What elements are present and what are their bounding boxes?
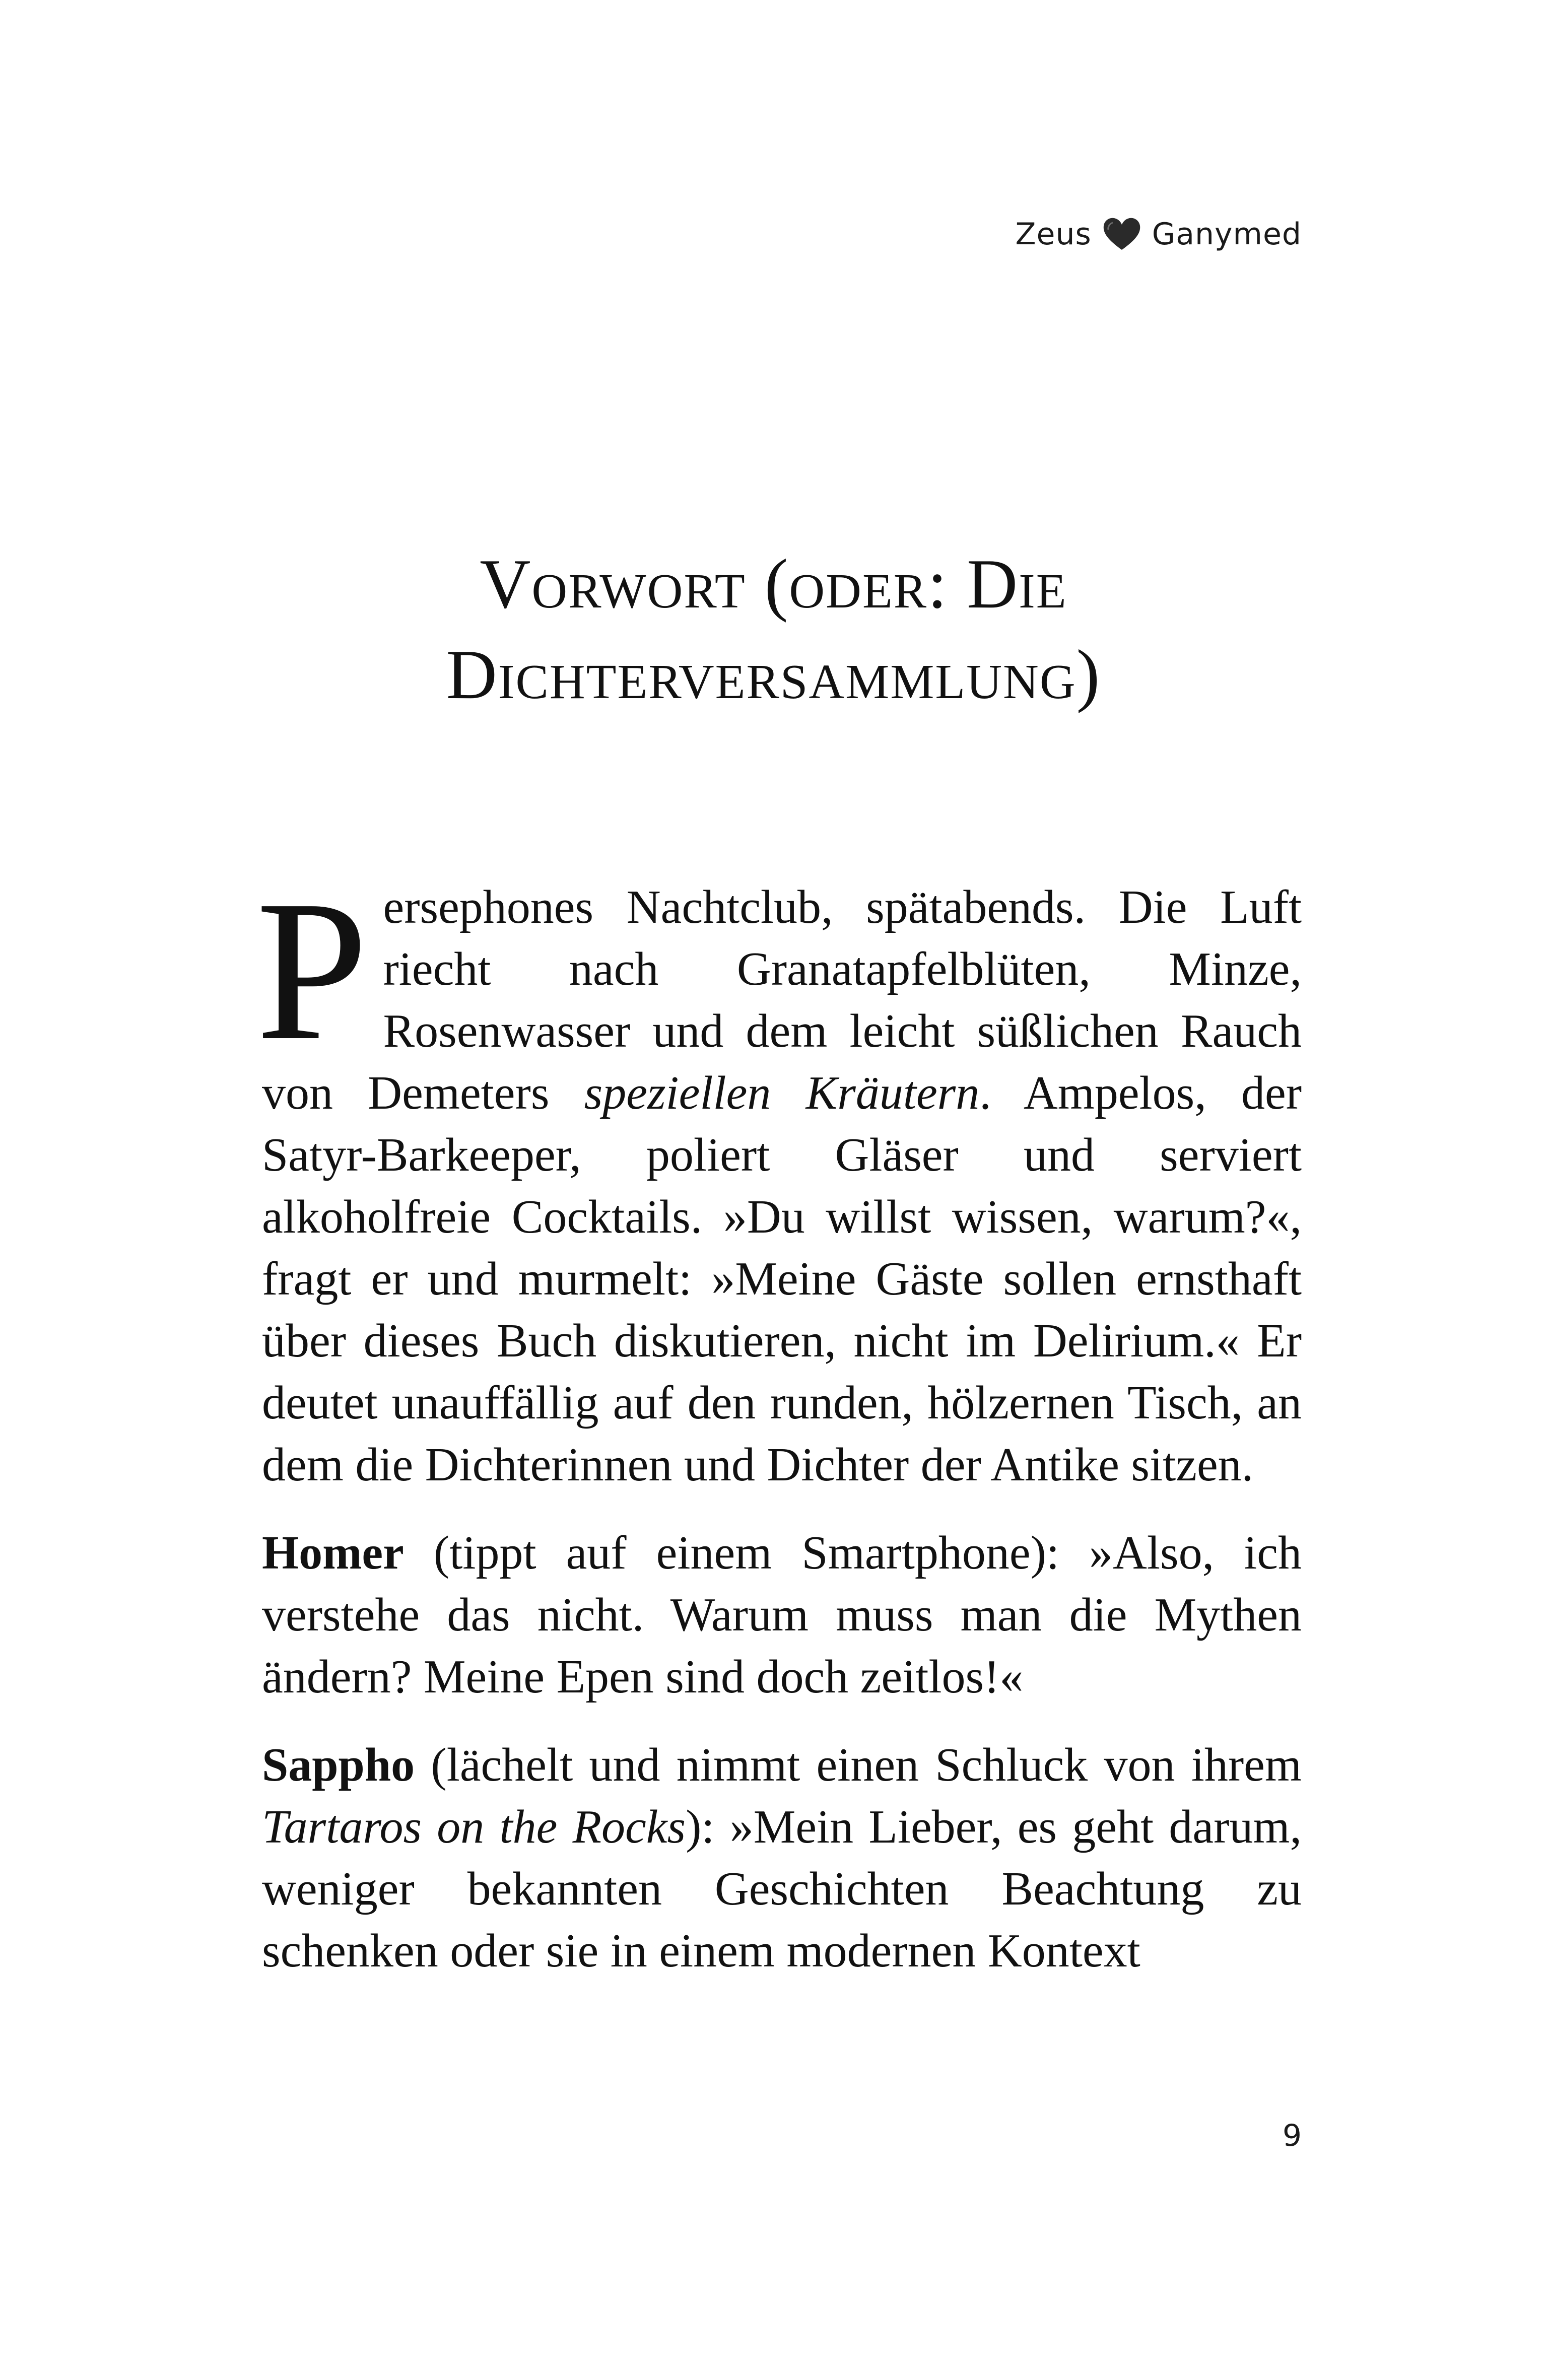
dialogue-text: (tippt auf einem Smartphone): »Also, ich verstehe das nicht. Warum muss man die Mythen ändern? Meine Epen sind doch zeitlos!« — [262, 1527, 1302, 1703]
dialogue-homer — [262, 1522, 1302, 1708]
intro-paragraph — [256, 859, 1302, 1496]
heart-icon — [1102, 217, 1142, 252]
dialogue-italic-text: Tartaros on the Rocks — [262, 1801, 686, 1853]
header-name-zeus: Zeus — [1015, 217, 1092, 252]
page-number: 9 — [1282, 2118, 1302, 2153]
speaker-name: Homer — [262, 1527, 404, 1579]
running-header — [1015, 217, 1302, 252]
speaker-name: Sappho — [262, 1739, 415, 1791]
dialogue-sappho — [262, 1734, 1302, 1982]
intro-italic-text: speziellen Kräutern — [584, 1067, 980, 1119]
body-text — [256, 859, 1302, 2008]
dialogue-text-after: ): »Mein Lieber, es geht darum, weniger bekannten Geschichten Beachtung zu schenken oder sie in einem modernen Kontext — [262, 1801, 1302, 1977]
drop-cap: P — [256, 859, 368, 1082]
intro-text-2: . Ampelos, der Satyr-Barkeeper, poliert Gläser und serviert alkoholfreie Cocktails. »Du willst wissen, warum?«, fragt er und murmelt: »Meine Gäste sollen ernsthaft über dieses Buch diskutieren, nicht im Delirium.« Er deutet unauffällig auf den runden, hölzernen Tisch, an dem die Dichterinnen und Dichter der Antike sitzen. — [262, 1067, 1302, 1491]
chapter-title: Vorwort (oder: Die Dichterversammlung) — [446, 545, 1101, 714]
dialogue-text: (lächelt und nimmt einen Schluck von ihrem — [415, 1739, 1302, 1791]
intro-text-1: ersephones Nachtclub, spätabends. Die Luft riecht nach Granatapfelblüten, Minze, Rosenwasser und dem leicht süßlichen Rauch von Demeters — [262, 881, 1302, 1119]
header-name-ganymed: Ganymed — [1152, 217, 1302, 252]
